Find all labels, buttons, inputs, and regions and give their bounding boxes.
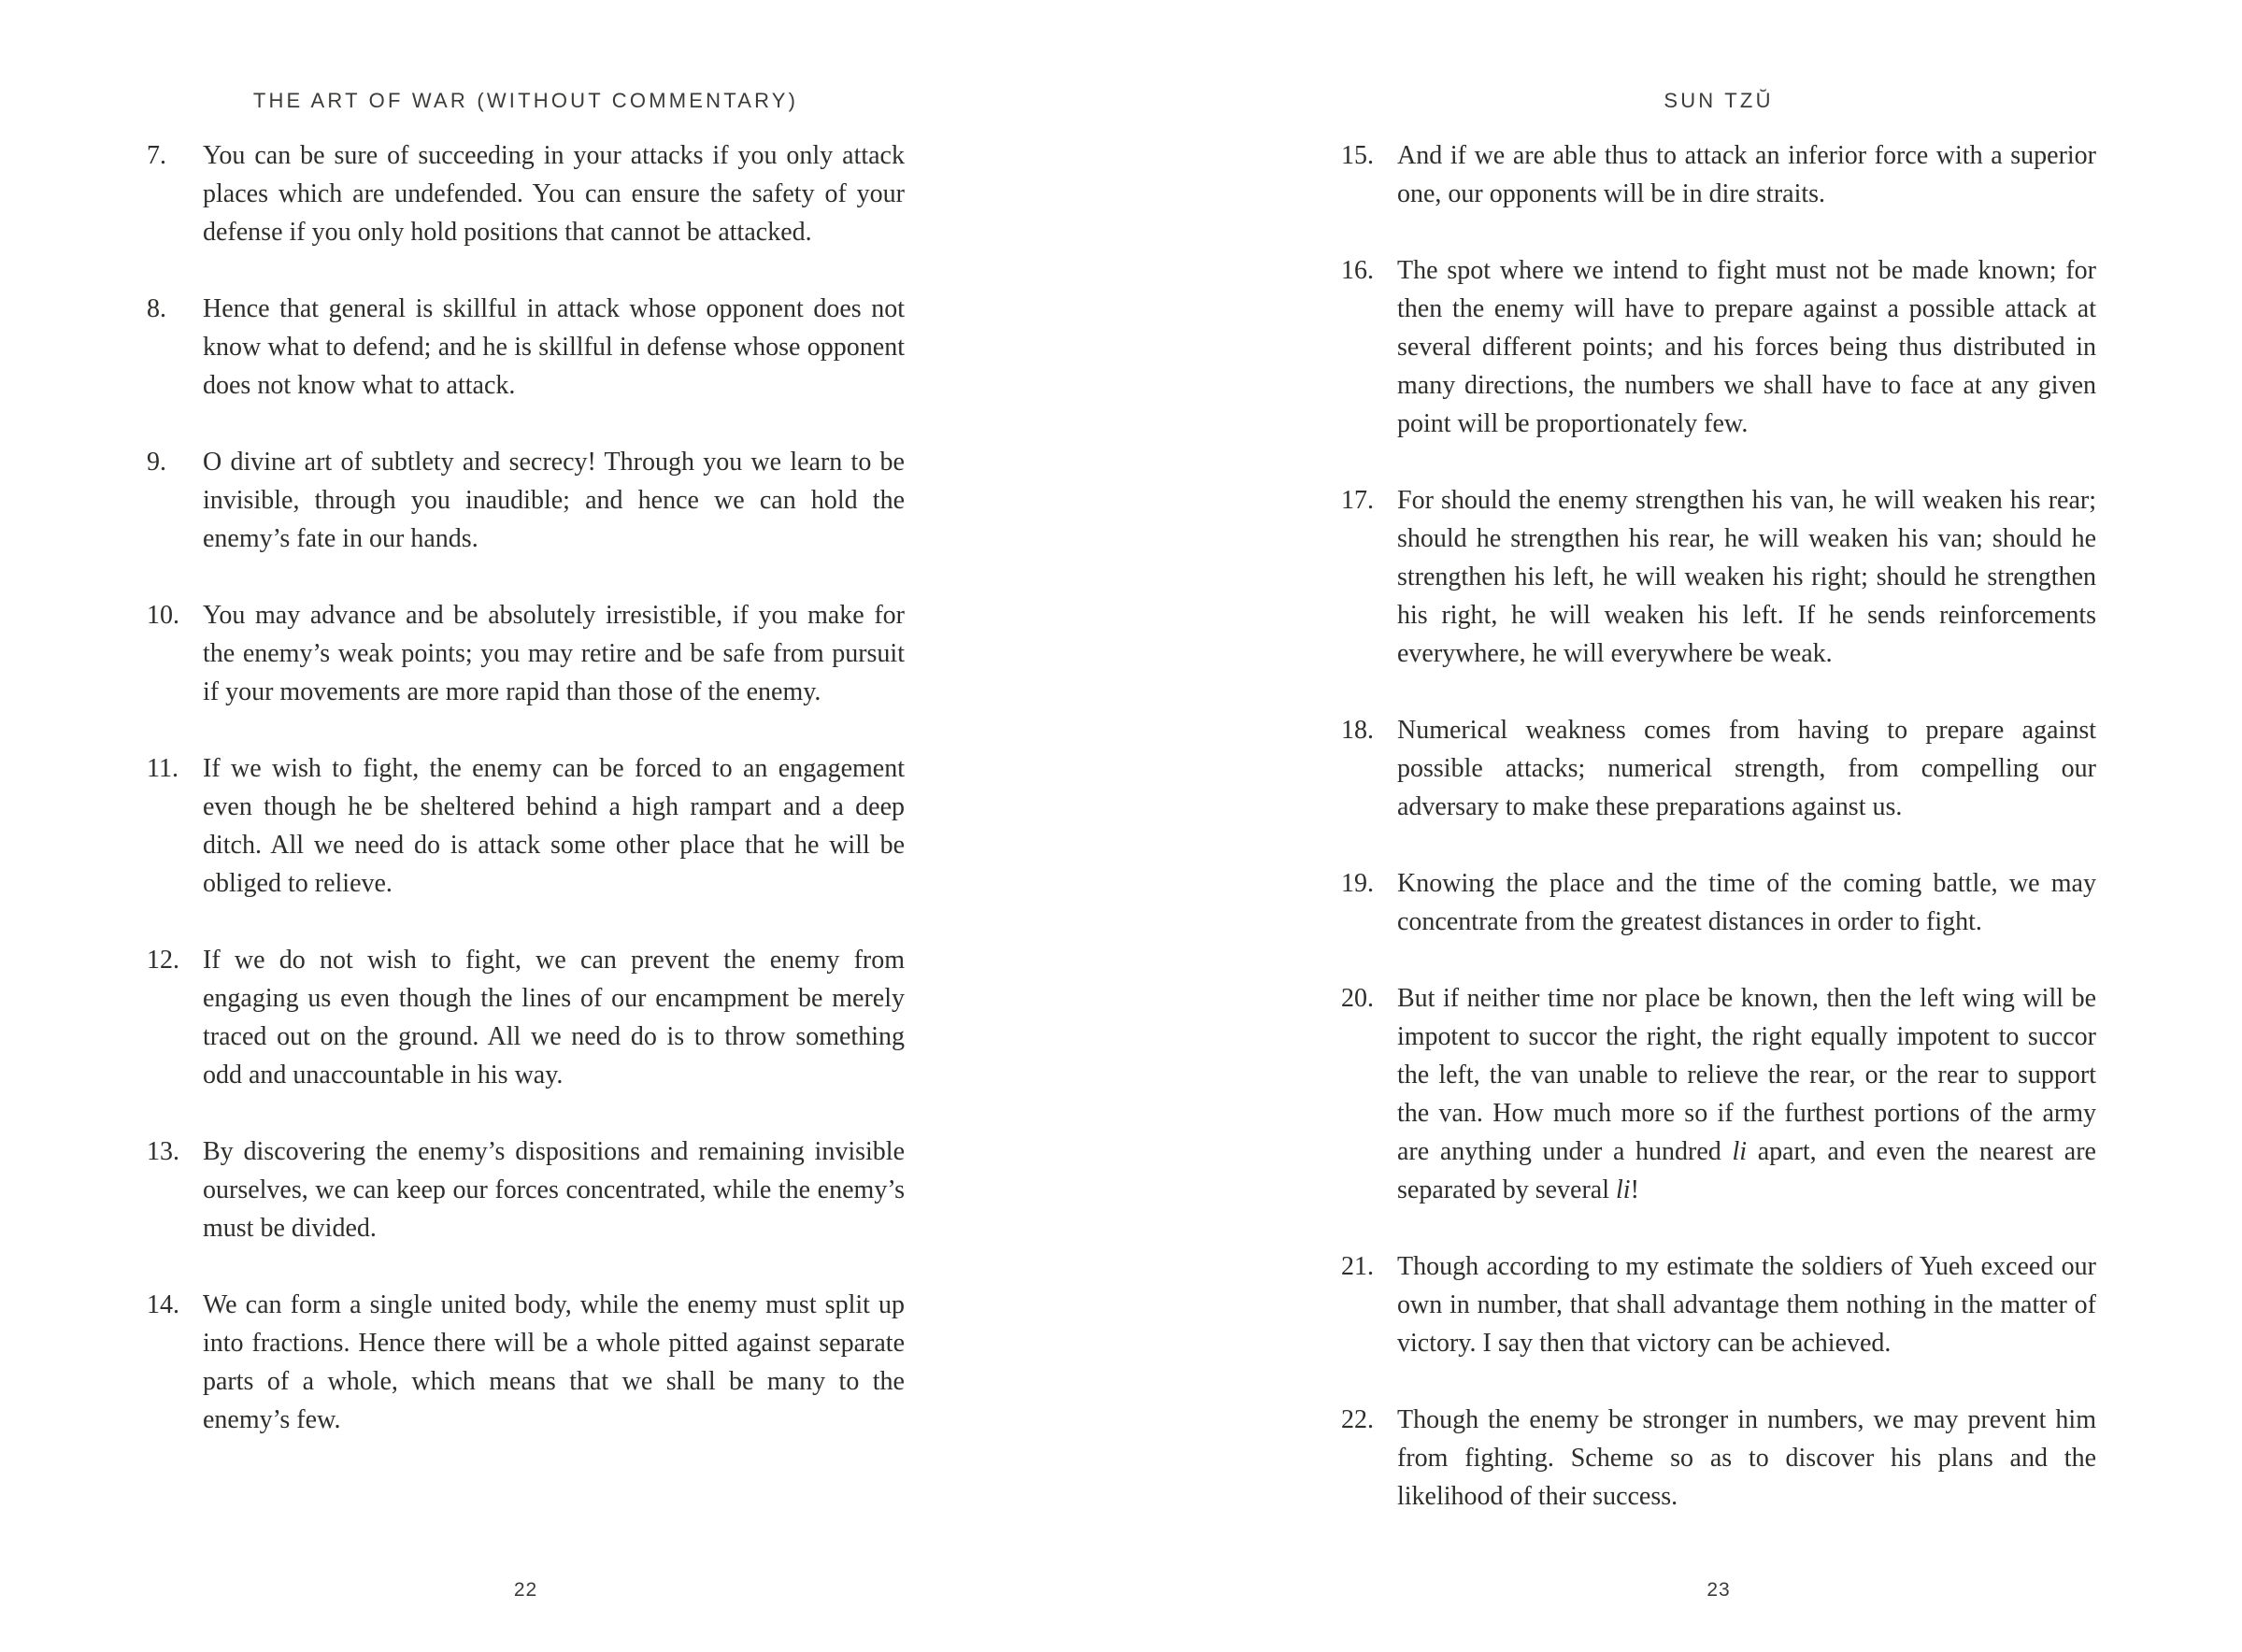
paragraph-number: 18. [1341, 716, 1374, 745]
paragraph-number: 22. [1341, 1405, 1374, 1434]
text-segment: You may advance and be absolutely irresistible, if you make for the enemy’s weak points; you may retire and be safe from pursuit if your movements are more rapid than those of the enemy. [203, 601, 905, 706]
numbered-paragraph [147, 1132, 905, 1247]
numbered-paragraph [1341, 864, 2096, 941]
text-segment: apart, and even the nearest are separated by several [1397, 1137, 2096, 1204]
text-segment: And if we are able thus to attack an inferior force with a superior one, our opponents will be in dire straits. [1397, 141, 2096, 208]
right-running-header: SUN TZŬ [1664, 89, 1774, 112]
numbered-paragraph [1341, 979, 2096, 1209]
text-segment: Though according to my estimate the soldiers of Yueh exceed our own in number, that shall advantage them nothing in the matter of victory. I say then that victory can be achieved. [1397, 1252, 2096, 1358]
paragraph-number: 7. [147, 141, 166, 170]
text-segment: But if neither time nor place be known, then the left wing will be impotent to succor the right, the right equally impotent to succor the left, the van unable to relieve the rear, or the rear to support the van. How much more so if the furthest portions of the army are anything under a hundred [1397, 984, 2096, 1166]
text-segment: Hence that general is skillful in attack whose opponent does not know what to defend; and he is skillful in defense whose opponent does not know what to attack. [203, 294, 905, 400]
paragraph-number: 15. [1341, 141, 1374, 170]
paragraph-text [203, 136, 905, 251]
left-running-header: THE ART OF WAR (WITHOUT COMMENTARY) [252, 89, 799, 112]
text-segment: We can form a single united body, while the enemy must split up into fractions. Hence there will be a whole pitted against separate parts of a whole, which means that we shall be many to the enemy’s few. [203, 1290, 905, 1434]
paragraph-number: 10. [147, 601, 179, 630]
page-left [147, 0, 905, 1652]
text-segment: The spot where we intend to fight must not be made known; for then the enemy will have to prepare against a possible attack at several different points; and his forces being thus distributed in many directions, the numbers we shall have to face at any given point will be proportionately few. [1397, 256, 2096, 438]
numbered-paragraph [147, 596, 905, 711]
text-segment: Knowing the place and the time of the coming battle, we may concentrate from the greatest distances in order to fight. [1397, 869, 2096, 936]
text-segment: ! [1630, 1175, 1639, 1204]
paragraph-number: 12. [147, 946, 179, 975]
numbered-paragraph [1341, 1401, 2096, 1516]
paragraph-text [203, 941, 905, 1094]
paragraph-text [1397, 711, 2096, 826]
numbered-paragraph [1341, 136, 2096, 213]
numbered-paragraph [147, 290, 905, 405]
paragraph-number: 17. [1341, 486, 1374, 515]
paragraph-text [203, 1286, 905, 1439]
text-segment: For should the enemy strengthen his van, he will weaken his rear; should he strengthen his rear, he will weaken his van; should he strengthen his left, he will weaken his right; should he strengthen his right, he will weaken his left. If he sends reinforcements everywhere, he will everywhere be weak. [1397, 486, 2096, 668]
paragraph-text [203, 1132, 905, 1247]
text-segment: If we do not wish to fight, we can prevent the enemy from engaging us even though the lines of our encampment be merely traced out on the ground. All we need do is to throw something odd and unaccountable in his way. [203, 946, 905, 1089]
paragraph-text [203, 749, 905, 903]
paragraph-text [1397, 979, 2096, 1209]
left-page-number: 22 [513, 1579, 538, 1601]
right-page-number: 23 [1706, 1579, 1731, 1601]
italic-term: li [1732, 1137, 1748, 1166]
text-segment: You can be sure of succeeding in your attacks if you only attack places which are undefended. You can ensure the safety of your defense if you only hold positions that cannot be attacked. [203, 141, 905, 247]
numbered-paragraph [1341, 711, 2096, 826]
text-segment: If we wish to fight, the enemy can be forced to an engagement even though he be sheltered behind a high rampart and a deep ditch. All we need do is attack some other place that he will be obliged to relieve. [203, 754, 905, 898]
paragraph-text [1397, 1247, 2096, 1362]
paragraph-text [203, 290, 905, 405]
page-right [1341, 0, 2096, 1652]
paragraph-text [1397, 864, 2096, 941]
left-paragraph-list [147, 136, 905, 1439]
paragraph-text [203, 596, 905, 711]
numbered-paragraph [1341, 481, 2096, 673]
numbered-paragraph [147, 136, 905, 251]
paragraph-number: 14. [147, 1290, 179, 1319]
text-segment: O divine art of subtlety and secrecy! Through you we learn to be invisible, through you inaudible; and hence we can hold the enemy’s fate in our hands. [203, 448, 905, 553]
text-segment: Numerical weakness comes from having to prepare against possible attacks; numerical strength, from compelling our adversary to make these preparations against us. [1397, 716, 2096, 821]
text-segment: By discovering the enemy’s dispositions and remaining invisible ourselves, we can keep our forces concentrated, while the enemy’s must be divided. [203, 1137, 905, 1243]
paragraph-text [1397, 136, 2096, 213]
paragraph-text [203, 443, 905, 558]
paragraph-number: 13. [147, 1137, 179, 1166]
italic-term: li [1616, 1175, 1631, 1204]
paragraph-text [1397, 1401, 2096, 1516]
numbered-paragraph [1341, 251, 2096, 443]
paragraph-number: 8. [147, 294, 166, 323]
numbered-paragraph [147, 941, 905, 1094]
paragraph-text [1397, 481, 2096, 673]
paragraph-number: 11. [147, 754, 179, 783]
paragraph-number: 9. [147, 448, 166, 477]
numbered-paragraph [147, 749, 905, 903]
paragraph-number: 21. [1341, 1252, 1374, 1281]
paragraph-text [1397, 251, 2096, 443]
text-segment: Though the enemy be stronger in numbers, we may prevent him from fighting. Scheme so as to discover his plans and the likelihood of their success. [1397, 1405, 2096, 1511]
paragraph-number: 20. [1341, 984, 1374, 1013]
numbered-paragraph [147, 443, 905, 558]
numbered-paragraph [1341, 1247, 2096, 1362]
numbered-paragraph [147, 1286, 905, 1439]
right-paragraph-list [1341, 136, 2096, 1516]
paragraph-number: 16. [1341, 256, 1374, 285]
paragraph-number: 19. [1341, 869, 1374, 898]
